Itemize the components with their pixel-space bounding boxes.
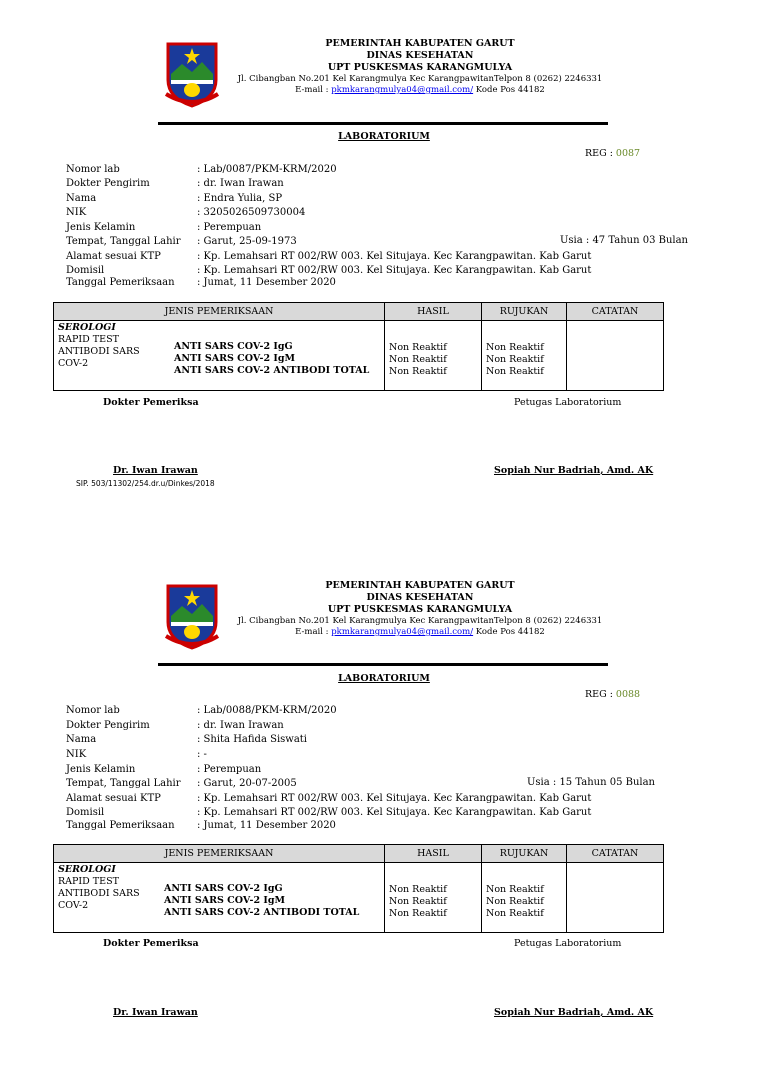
reg-number (585, 148, 640, 159)
header-line1: PEMERINTAH KABUPATEN GARUT (325, 580, 515, 591)
label-dokter-pengirim: Dokter Pengirim (66, 178, 150, 189)
cell-rujukan (482, 321, 567, 391)
dokter-sip: SIP. 503/11302/254.dr.u/Dinkes/2018 (76, 479, 215, 488)
value-ttl: : Garut, 25-09-1973 (197, 236, 297, 247)
garut-regency-emblem-icon (162, 40, 222, 108)
value-nomor-lab: : Lab/0087/PKM-KRM/2020 (197, 164, 337, 175)
hasil-igm: Non Reaktif (389, 896, 447, 907)
test-total: ANTI SARS COV-2 ANTIBODI TOTAL (174, 365, 370, 376)
table-header-row (54, 845, 664, 863)
rujukan-igg: Non Reaktif (486, 342, 544, 353)
cell-rujukan (482, 863, 567, 933)
results-table (53, 302, 664, 391)
serologi-label: SEROLOGI (58, 322, 116, 333)
label-nomor-lab: Nomor lab (66, 705, 120, 716)
table-row (54, 321, 664, 391)
col-rujukan: RUJUKAN (482, 303, 567, 321)
col-catatan: CATATAN (567, 303, 664, 321)
value-nik: : 3205026509730004 (197, 207, 306, 218)
rapid-test-label: RAPID TEST (58, 876, 119, 887)
cell-catatan (567, 863, 664, 933)
col-jenis: JENIS PEMERIKSAAN (54, 845, 385, 863)
lab-report-2 (0, 542, 768, 1082)
page-title: LABORATORIUM (338, 131, 430, 142)
label-tgl-periksa: Tanggal Pemeriksaan (66, 277, 175, 288)
header-divider (158, 663, 608, 666)
header-line3: UPT PUSKESMAS KARANGMULYA (327, 62, 513, 73)
value-jenis-kelamin: : Perempuan (197, 222, 262, 233)
header-divider (158, 122, 608, 125)
cov-label: COV-2 (58, 900, 89, 911)
label-ttl: Tempat, Tanggal Lahir (66, 778, 181, 789)
header-address: Jl. Cibangban No.201 Kel Karangmulya Kec KarangpawitanTelpon 8 (0262) 2246331 (237, 616, 603, 626)
value-usia: Usia : 15 Tahun 05 Bulan (527, 777, 655, 788)
rujukan-igg: Non Reaktif (486, 884, 544, 895)
email-link[interactable]: pkmkarangmulya04@gmail.com/ (331, 85, 474, 95)
postal-code: Kode Pos 44182 (473, 85, 545, 95)
value-alamat-ktp: : Kp. Lemahsari RT 002/RW 003. Kel Situjaya. Kec Karangpawitan. Kab Garut (197, 251, 592, 262)
value-tgl-periksa: : Jumat, 11 Desember 2020 (197, 820, 336, 831)
value-tgl-periksa: : Jumat, 11 Desember 2020 (197, 277, 336, 288)
dokter-pemeriksa-title: Dokter Pemeriksa (103, 397, 199, 408)
petugas-lab-title: Petugas Laboratorium (514, 938, 622, 949)
value-jenis-kelamin: : Perempuan (197, 764, 262, 775)
rujukan-igm: Non Reaktif (486, 896, 544, 907)
hasil-total: Non Reaktif (389, 908, 447, 919)
value-nomor-lab: : Lab/0088/PKM-KRM/2020 (197, 705, 337, 716)
reg-value: 0087 (615, 148, 641, 159)
label-dokter-pengirim: Dokter Pengirim (66, 720, 150, 731)
test-igm: ANTI SARS COV-2 IgM (164, 895, 285, 906)
rujukan-igm: Non Reaktif (486, 354, 544, 365)
lab-report-1 (0, 0, 768, 540)
value-nik: : - (197, 749, 207, 760)
value-alamat-ktp: : Kp. Lemahsari RT 002/RW 003. Kel Situjaya. Kec Karangpawitan. Kab Garut (197, 793, 592, 804)
letterhead (230, 580, 610, 638)
label-jenis-kelamin: Jenis Kelamin (66, 764, 136, 775)
label-nama: Nama (66, 734, 97, 745)
cell-hasil (385, 863, 482, 933)
label-jenis-kelamin: Jenis Kelamin (66, 222, 136, 233)
postal-code: Kode Pos 44182 (473, 627, 545, 637)
col-jenis: JENIS PEMERIKSAAN (54, 303, 385, 321)
test-total: ANTI SARS COV-2 ANTIBODI TOTAL (164, 907, 360, 918)
test-igg: ANTI SARS COV-2 IgG (174, 341, 293, 352)
petugas-signature-name: Sopiah Nur Badriah, Amd. AK (494, 465, 654, 476)
cell-hasil (385, 321, 482, 391)
petugas-signature-name: Sopiah Nur Badriah, Amd. AK (494, 1007, 654, 1018)
page-title: LABORATORIUM (338, 673, 430, 684)
cell-catatan (567, 321, 664, 391)
email-link[interactable]: pkmkarangmulya04@gmail.com/ (331, 627, 474, 637)
letterhead (230, 38, 610, 96)
table-row (54, 863, 664, 933)
label-nik: NIK (66, 749, 87, 760)
label-domisil: Domisil (66, 807, 105, 818)
table-header-row (54, 303, 664, 321)
email-label: E-mail : (295, 85, 332, 95)
header-address: Jl. Cibangban No.201 Kel Karangmulya Kec KarangpawitanTelpon 8 (0262) 2246331 (237, 74, 603, 84)
antibodi-label: ANTIBODI SARS (58, 888, 140, 899)
value-dokter-pengirim: : dr. Iwan Irawan (197, 178, 284, 189)
header-line2: DINAS KESEHATAN (366, 50, 474, 61)
header-contact (230, 85, 610, 96)
reg-label: REG : (585, 148, 616, 159)
label-alamat-ktp: Alamat sesuai KTP (66, 251, 161, 262)
label-alamat-ktp: Alamat sesuai KTP (66, 793, 161, 804)
cell-jenis (54, 321, 385, 391)
label-nama: Nama (66, 193, 97, 204)
value-nama: : Endra Yulia, SP (197, 193, 283, 204)
reg-number (585, 689, 640, 700)
value-domisil: : Kp. Lemahsari RT 002/RW 003. Kel Situjaya. Kec Karangpawitan. Kab Garut (197, 807, 592, 818)
rujukan-total: Non Reaktif (486, 366, 544, 377)
label-tgl-periksa: Tanggal Pemeriksaan (66, 820, 175, 831)
label-nik: NIK (66, 207, 87, 218)
col-hasil: HASIL (385, 303, 482, 321)
reg-value: 0088 (615, 689, 641, 700)
col-hasil: HASIL (385, 845, 482, 863)
dokter-signature-name: Dr. Iwan Irawan (113, 465, 198, 476)
value-domisil: : Kp. Lemahsari RT 002/RW 003. Kel Situjaya. Kec Karangpawitan. Kab Garut (197, 265, 592, 276)
rapid-test-label: RAPID TEST (58, 334, 119, 345)
label-ttl: Tempat, Tanggal Lahir (66, 236, 181, 247)
rujukan-total: Non Reaktif (486, 908, 544, 919)
hasil-igg: Non Reaktif (389, 342, 447, 353)
value-dokter-pengirim: : dr. Iwan Irawan (197, 720, 284, 731)
test-igm: ANTI SARS COV-2 IgM (174, 353, 295, 364)
col-catatan: CATATAN (567, 845, 664, 863)
header-line3: UPT PUSKESMAS KARANGMULYA (327, 604, 513, 615)
hasil-total: Non Reaktif (389, 366, 447, 377)
header-line1: PEMERINTAH KABUPATEN GARUT (325, 38, 515, 49)
email-label: E-mail : (295, 627, 332, 637)
dokter-signature-name: Dr. Iwan Irawan (113, 1007, 198, 1018)
garut-regency-emblem-icon (162, 582, 222, 650)
results-table (53, 844, 664, 933)
antibodi-label: ANTIBODI SARS (58, 346, 140, 357)
reg-label: REG : (585, 689, 616, 700)
hasil-igg: Non Reaktif (389, 884, 447, 895)
dokter-pemeriksa-title: Dokter Pemeriksa (103, 938, 199, 949)
cell-jenis (54, 863, 385, 933)
serologi-label: SEROLOGI (58, 864, 116, 875)
petugas-lab-title: Petugas Laboratorium (514, 397, 622, 408)
hasil-igm: Non Reaktif (389, 354, 447, 365)
label-domisil: Domisil (66, 265, 105, 276)
test-igg: ANTI SARS COV-2 IgG (164, 883, 283, 894)
value-nama: : Shita Hafida Siswati (197, 734, 308, 745)
value-usia: Usia : 47 Tahun 03 Bulan (560, 235, 688, 246)
label-nomor-lab: Nomor lab (66, 164, 120, 175)
header-line2: DINAS KESEHATAN (366, 592, 474, 603)
header-contact (230, 627, 610, 638)
col-rujukan: RUJUKAN (482, 845, 567, 863)
value-ttl: : Garut, 20-07-2005 (197, 778, 297, 789)
cov-label: COV-2 (58, 358, 89, 369)
